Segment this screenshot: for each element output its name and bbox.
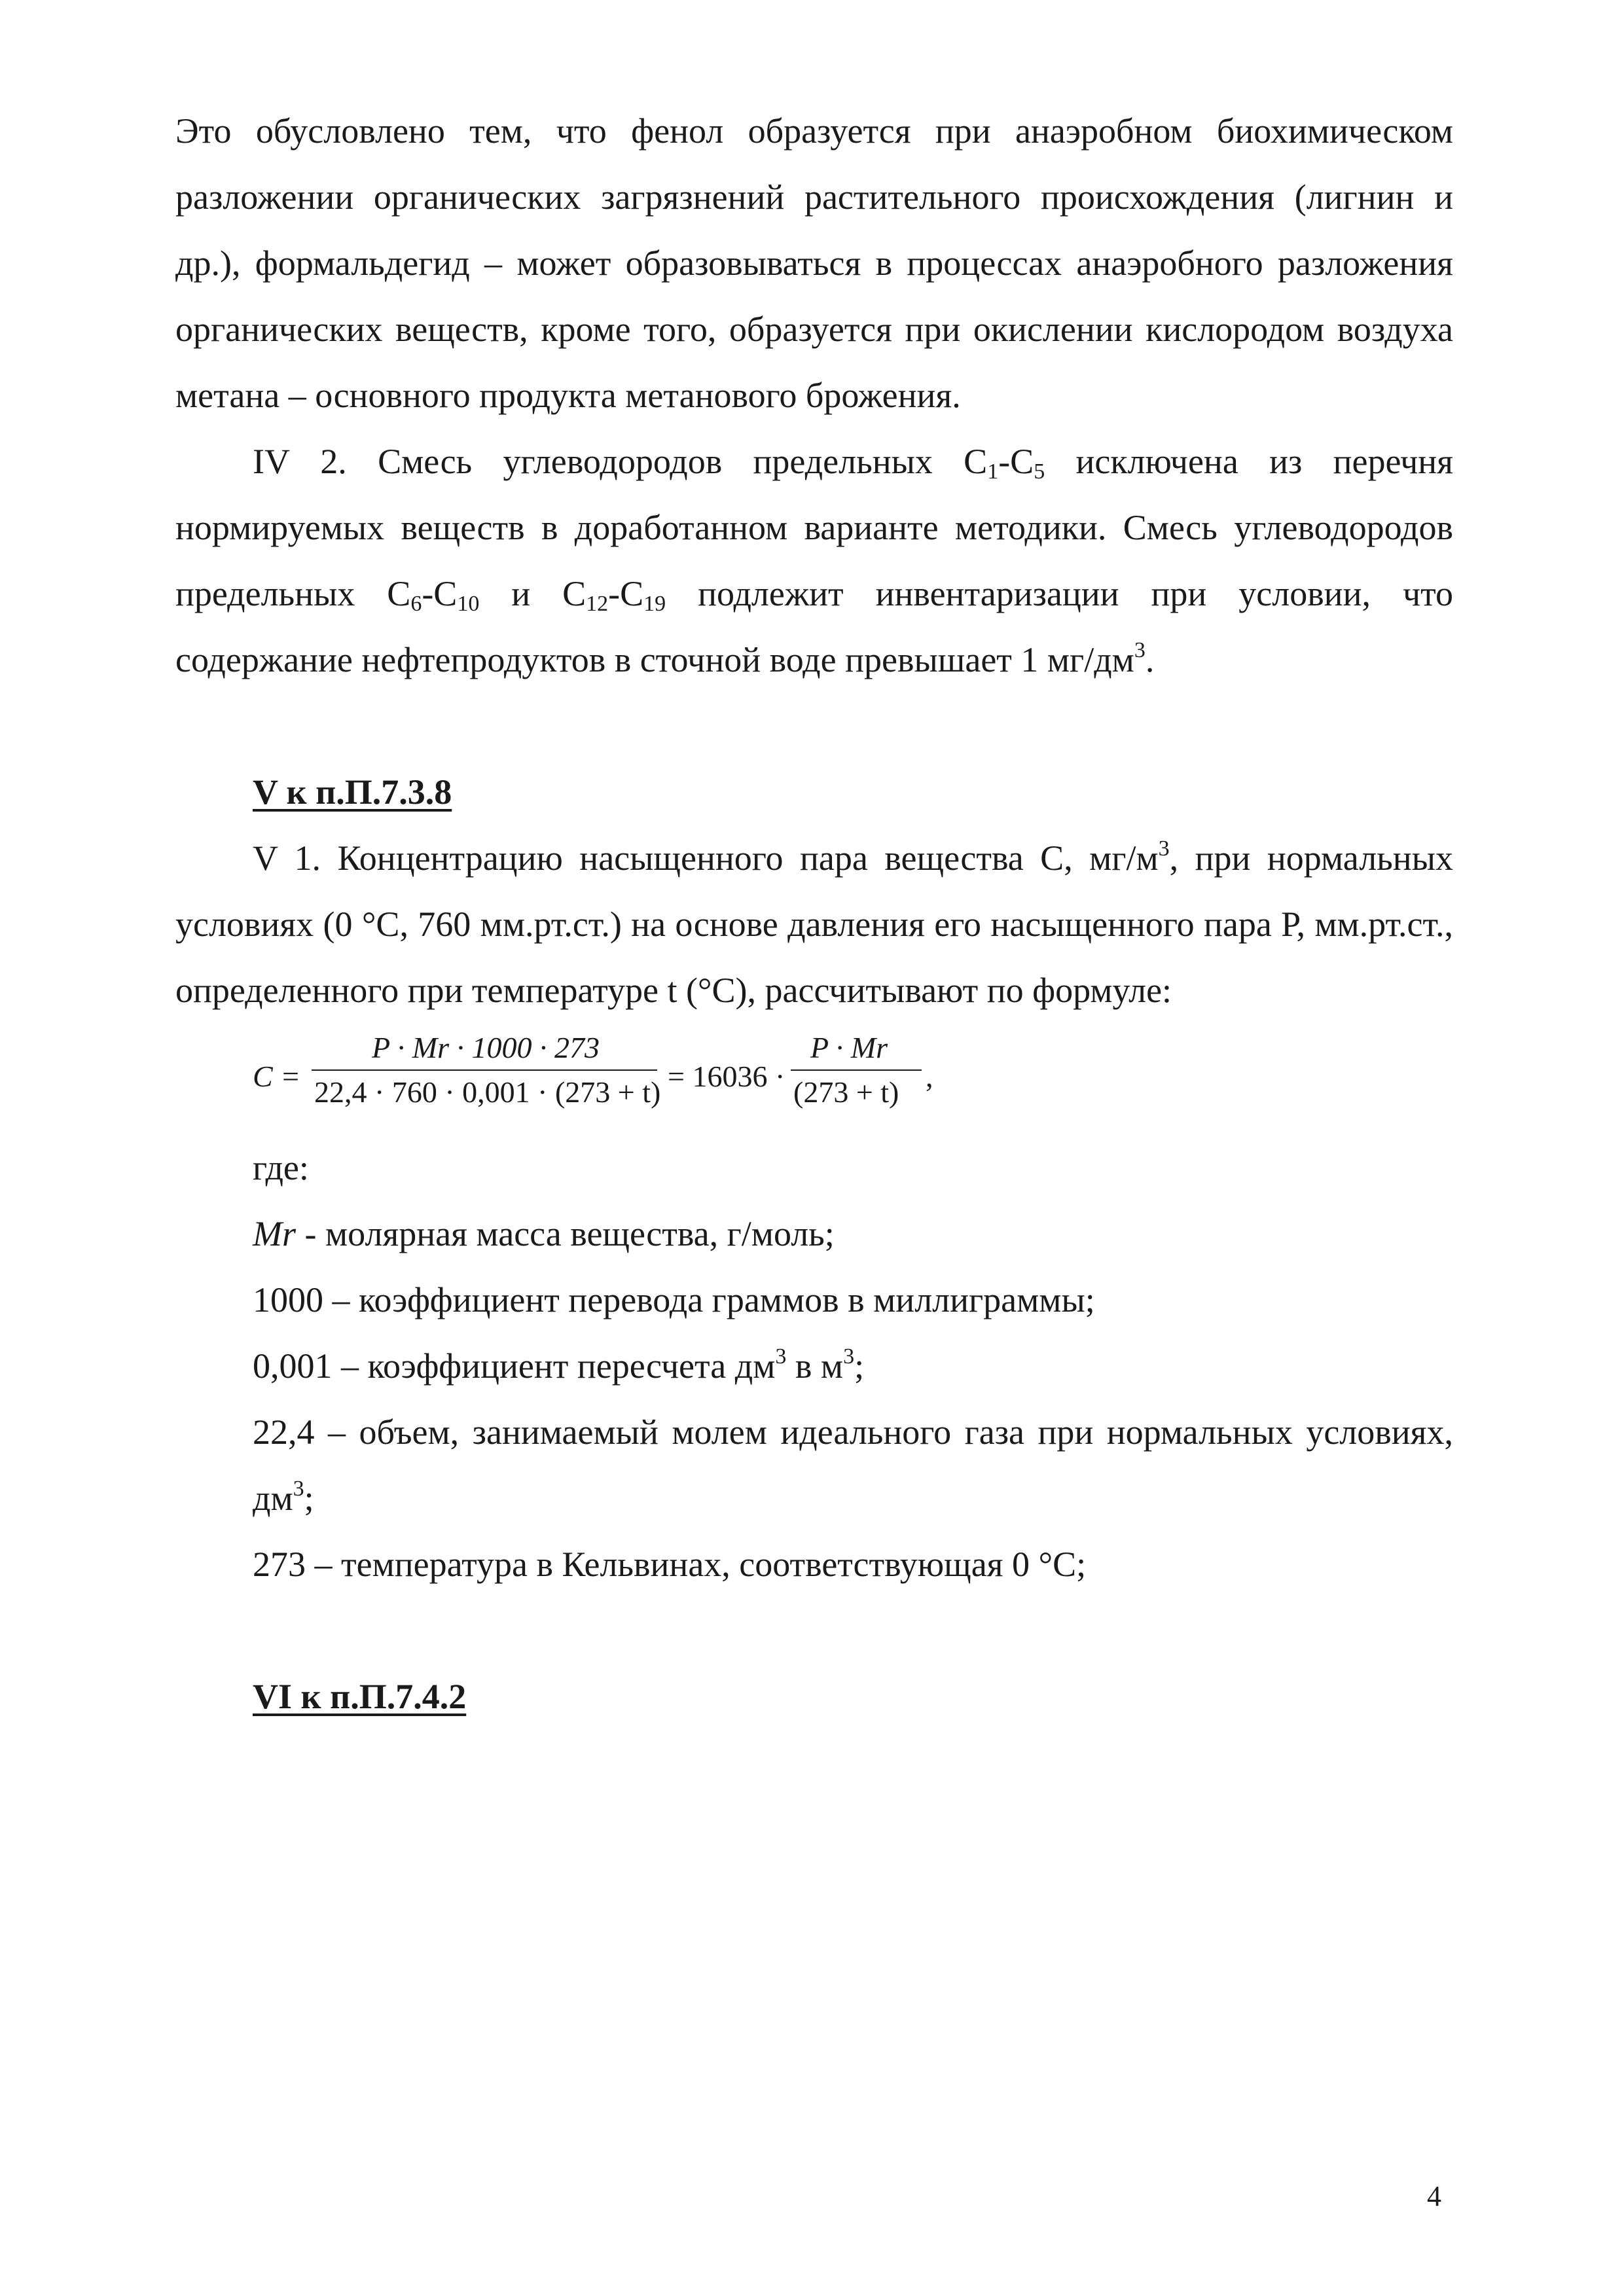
formula-denominator-1: 22,4 · 760 · 0,001 · (273 + t) <box>314 1075 661 1109</box>
saturated-vapor-formula <box>175 1024 1453 1115</box>
formula-numerator-2: P · Mr <box>810 1031 888 1064</box>
document-page <box>175 98 1453 1730</box>
section-vi-heading: VI к п.П.7.4.2 <box>253 1677 467 1716</box>
definition-0001: 0,001 – коэффициент пересчета $дм^3$ в $м^3$; <box>253 1344 865 1386</box>
formula-lhs: C = <box>253 1060 301 1093</box>
fraction-bar-1 <box>312 1069 657 1071</box>
definition-1000: 1000 – коэффициент перевода граммов в миллиграммы; <box>253 1280 1095 1319</box>
formula-tail: , <box>926 1060 933 1093</box>
where-label: где: <box>253 1148 309 1187</box>
fraction-bar-2 <box>791 1069 922 1071</box>
formula-mid: = 16036 · <box>668 1060 785 1093</box>
paragraph-phenol-formaldehyde: Это обусловлено тем, что фенол образуется при анаэробном биохимическом разложении органических загрязнений растительного происхождения (лигнин и др.), формальдегид – может образовываться в процессах анаэробного разложения органических веществ, кроме того, образуется при окислении кислородом воздуха метана – основного продукта метанового брожения. <box>175 111 1453 415</box>
definition-273: 273 – температура в Кельвинах, соответствующая 0 °С; <box>253 1545 1087 1584</box>
definition-22-4: 22,4 – объем, занимаемый молем идеального газа при нормальных условиях, $дм^3$; <box>253 1412 1453 1518</box>
formula-denominator-2: (273 + t) <box>793 1075 899 1109</box>
section-v-heading: V к п.П.7.3.8 <box>253 772 452 812</box>
formula-numerator-1: P · Mr · 1000 · 273 <box>372 1031 600 1064</box>
paragraph-iv-2: IV 2. Смесь углеводородов предельных $С_1-С_5$ исключена из перечня нормируемых веществ в доработанном варианте методики. Смесь углеводородов предельных $С_6-С_{10}$ и $С_{12}-С_{19}$ подлежит инвентаризации при условии, что содержание нефтепродуктов в сточной воде превышает 1 $мг/дм^3$. <box>175 442 1453 679</box>
definition-mr: Mr - молярная масса вещества, г/моль; <box>253 1214 835 1253</box>
paragraph-v-1: V 1. Концентрацию насыщенного пара вещества С, $мг/м^3$, при нормальных условиях (0 °С, 760 мм.рт.ст.) на основе давления его насыщенного пара Р, мм.рт.ст., определенного при температуре t (°С), рассчитывают по формуле: <box>175 836 1453 1010</box>
page-number: 4 <box>1427 2180 1441 2212</box>
